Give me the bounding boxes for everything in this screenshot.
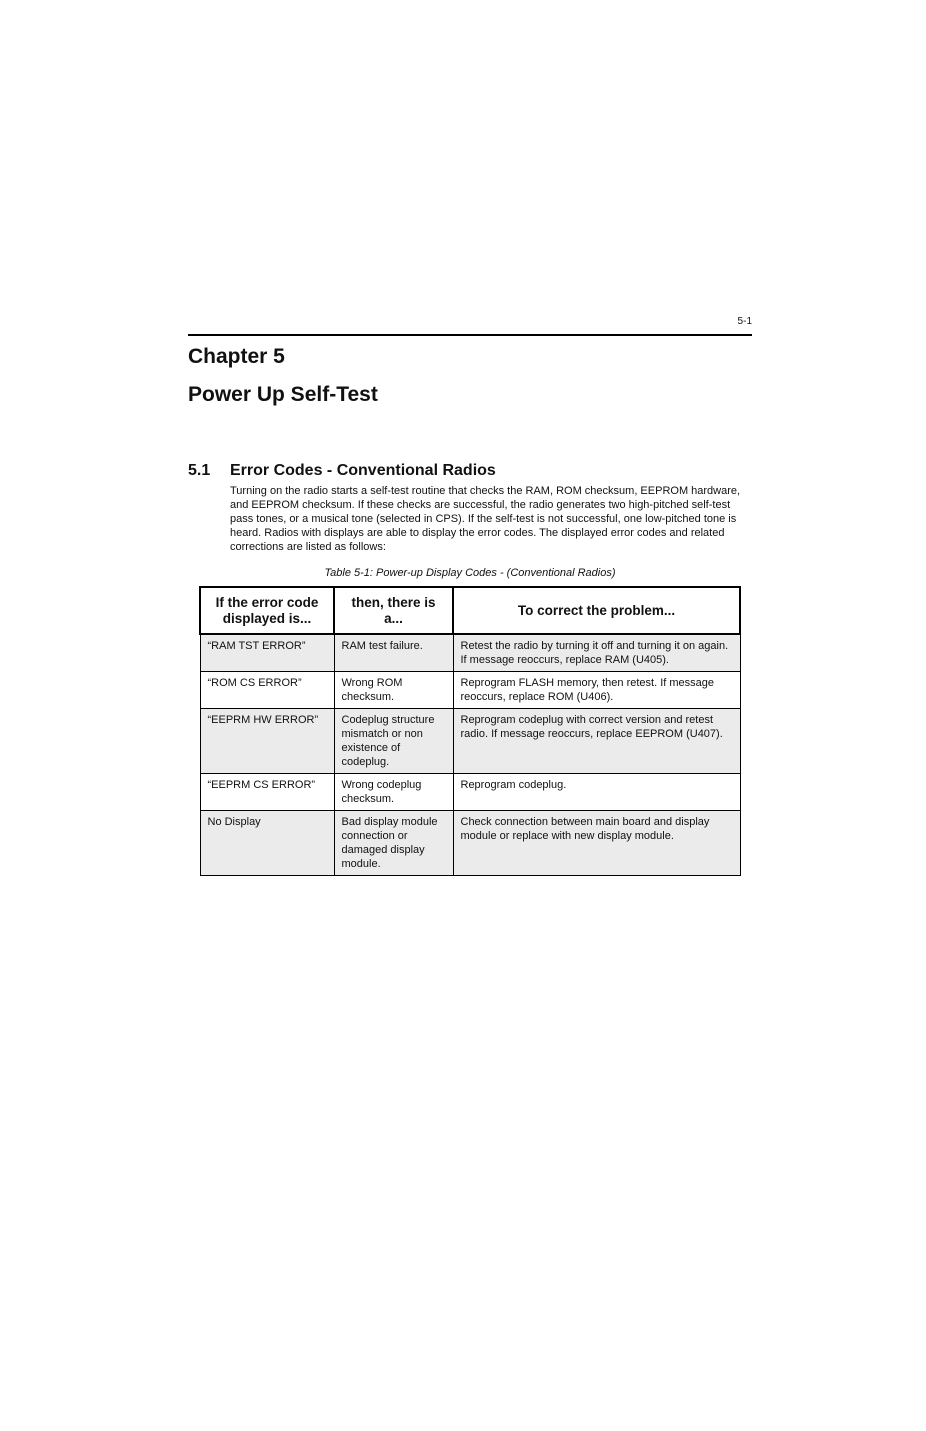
header-correction: To correct the problem... bbox=[453, 587, 740, 634]
error-code-cell: “RAM TST ERROR” bbox=[200, 634, 334, 672]
error-code-cell: “EEPRM HW ERROR” bbox=[200, 709, 334, 774]
error-code-cell: “ROM CS ERROR” bbox=[200, 672, 334, 709]
header-error-code: If the error code displayed is... bbox=[200, 587, 334, 634]
header-cause: then, there is a... bbox=[334, 587, 453, 634]
page-number: 5-1 bbox=[737, 316, 752, 327]
cause-cell: Bad display module connection or damaged display module. bbox=[334, 811, 453, 876]
header-rule bbox=[188, 334, 752, 336]
chapter-title: Power Up Self-Test bbox=[188, 383, 378, 406]
cause-cell: RAM test failure. bbox=[334, 634, 453, 672]
correction-cell: Reprogram FLASH memory, then retest. If message reoccurs, replace ROM (U406). bbox=[453, 672, 740, 709]
cause-cell: Codeplug structure mismatch or non existence of codeplug. bbox=[334, 709, 453, 774]
cause-cell: Wrong codeplug checksum. bbox=[334, 774, 453, 811]
table-row bbox=[200, 672, 740, 709]
correction-cell: Reprogram codeplug with correct version and retest radio. If message reoccurs, replace EEPROM (U407). bbox=[453, 709, 740, 774]
correction-cell: Retest the radio by turning it off and turning it on again. If message reoccurs, replace RAM (U405). bbox=[453, 634, 740, 672]
error-code-cell: “EEPRM CS ERROR” bbox=[200, 774, 334, 811]
error-codes-table bbox=[199, 586, 741, 876]
cause-cell: Wrong ROM checksum. bbox=[334, 672, 453, 709]
table-header-row bbox=[200, 587, 740, 634]
chapter-label: Chapter 5 bbox=[188, 345, 285, 368]
table-row bbox=[200, 774, 740, 811]
table-row bbox=[200, 634, 740, 672]
correction-cell: Check connection between main board and display module or replace with new display module. bbox=[453, 811, 740, 876]
table-row bbox=[200, 811, 740, 876]
correction-cell: Reprogram codeplug. bbox=[453, 774, 740, 811]
table-row bbox=[200, 709, 740, 774]
section-body-text: Turning on the radio starts a self-test routine that checks the RAM, ROM checksum, EEPROM hardware, and EEPROM checksum. If these checks are successful, the radio generates two high-pitched self-test pass tones, or a musical tone (selected in CPS). If the self-test is not successful, one low-pitched tone is heard. Radios with displays are able to display the error codes. The displayed error codes and related corrections are listed as follows: bbox=[230, 485, 741, 553]
error-code-cell: No Display bbox=[200, 811, 334, 876]
table-caption: Table 5-1: Power-up Display Codes - (Conventional Radios) bbox=[324, 567, 616, 579]
section-number: 5.1 bbox=[188, 462, 211, 479]
section-title: Error Codes - Conventional Radios bbox=[230, 462, 496, 479]
